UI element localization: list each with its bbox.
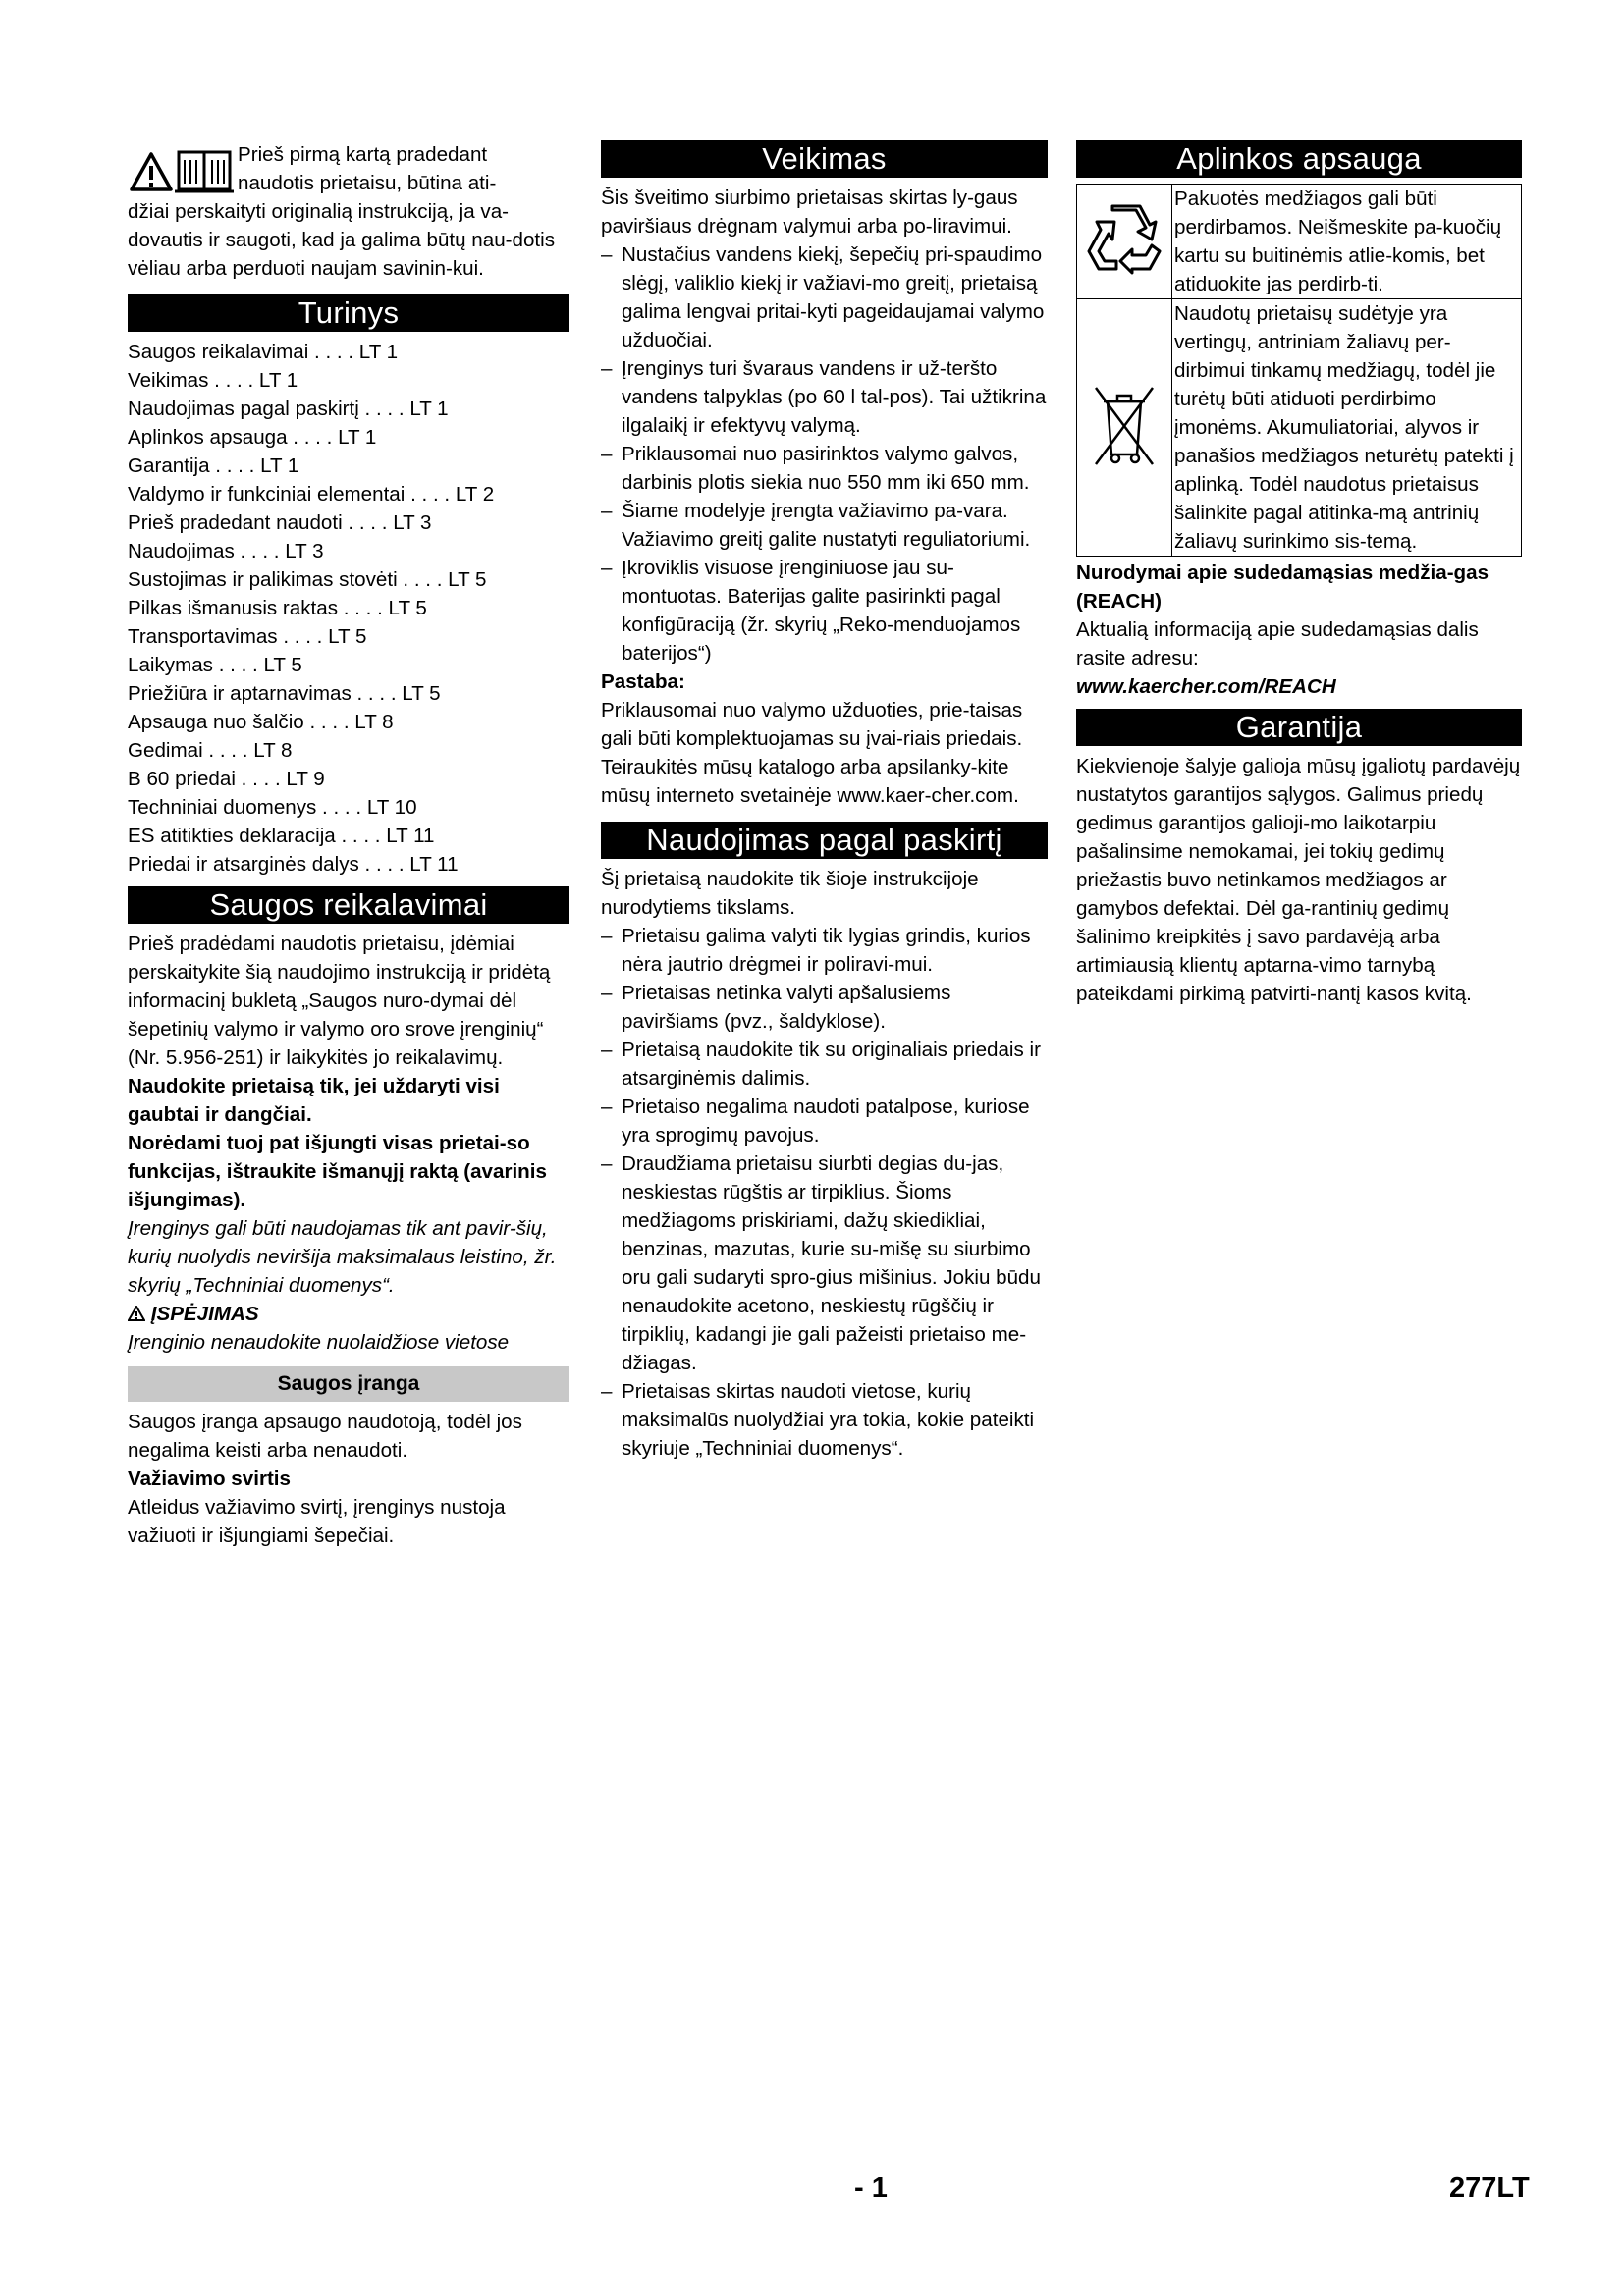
toc-entry-page: LT 1 (338, 426, 377, 449)
toc-entry[interactable] (128, 708, 569, 736)
toc-leader: . . . . (335, 825, 387, 847)
list-item: – Prietaiso negalima naudoti patalpose, kuriose yra sprogimų pavojus. (601, 1093, 1048, 1149)
toc-entry-title: Saugos reikalavimai (128, 341, 309, 363)
list-item: – Prietaisą naudokite tik su originaliais priedais ir atsarginėmis dalimis. (601, 1036, 1048, 1093)
warning-text: Įrenginio nenaudokite nuolaidžiose vietose (128, 1331, 510, 1354)
lever-text: Atleidus važiavimo svirtį, įrenginys nustoja važiuoti ir išjungiami šepečiai. (128, 1496, 506, 1547)
toc-entry[interactable] (128, 679, 569, 708)
toc-entry-page: LT 8 (354, 711, 394, 733)
intended-use-intro: Šį prietaisą naudokite tik šioje instrukcijoje nurodytiems tikslams. (601, 868, 979, 919)
toc-entry-title: Priežiūra ir aptarnavimas (128, 682, 352, 705)
toc-entry-page: LT 1 (258, 369, 298, 392)
safety-heading: Saugos reikalavimai (128, 886, 569, 924)
list-item: – Įrenginys turi švaraus vandens ir už-teršto vandens talpyklas (po 60 l tal-pos). Tai užtikrina ilgalaikį ir efektyvų valymą. (601, 354, 1048, 440)
list-item: – Šiame modelyje įrengta važiavimo pa-vara. Važiavimo greitį galite nustatyti reguliatoriumi. (601, 497, 1048, 554)
intro-notice (128, 140, 569, 283)
toc-entry-title: Gedimai (128, 739, 203, 762)
toc-entry-title: Veikimas (128, 369, 209, 392)
reach-heading: Nurodymai apie sudedamąsias medžia-gas (REACH) (1076, 561, 1489, 613)
toc-entry-page: LT 10 (366, 796, 417, 819)
toc-entry[interactable] (128, 537, 569, 565)
toc-entry-title: Valdymo ir funkciniai elementai (128, 483, 406, 506)
environment-table (1076, 184, 1522, 557)
toc-entry[interactable] (128, 622, 569, 651)
intro-second: naudotis prietaisu, būtina ati- (238, 172, 497, 194)
environment-heading: Aplinkos apsauga (1076, 140, 1522, 178)
toc-entry[interactable] (128, 765, 569, 793)
column-left (128, 140, 569, 1550)
toc-entry-title: Naudojimas (128, 540, 235, 562)
toc-entry[interactable] (128, 338, 569, 366)
toc-leader: . . . . (342, 511, 394, 534)
toc-leader: . . . . (209, 454, 261, 477)
warranty-text: Kiekvienoje šalyje galioja mūsų įgaliotų pardavėjų nustatytos garantijos sąlygos. Galimus priedų gedimus garantijos galioji-mo laikotarpiu pašalinsime nemokamai, jei tokių gedimų priežastis buvo netinkamos medžiagos ar gamybos defektai. Dėl ga-rantinių gedimų šalinimo kreipkitės į savo pardavėją arba artimiausią klientų aptarna-vimo tarnybą pateikdami pirkimą patvirti-nantį kasos kvitą. (1076, 755, 1521, 1005)
lever-heading: Važiavimo svirtis (128, 1468, 291, 1490)
toc-entry-page: LT 3 (393, 511, 432, 534)
table-row (1077, 185, 1522, 299)
toc-entry-page: LT 5 (448, 568, 487, 591)
list-item: – Prietaisas skirtas naudoti vietose, kurių maksimalūs nuolydžiai yra tokia, kokie pateikti skyriuje „Techniniai duomenys“. (601, 1377, 1048, 1463)
toc-entry-title: Laikymas (128, 654, 213, 676)
toc-entry[interactable] (128, 395, 569, 423)
toc-leader: . . . . (338, 597, 389, 619)
toc-entry-page: LT 1 (409, 398, 449, 420)
toc-entry-page: LT 1 (358, 341, 399, 363)
list-item: – Prietaisas netinka valyti apšalusiems paviršiams (pvz., šaldyklose). (601, 979, 1048, 1036)
toc-entry[interactable] (128, 480, 569, 508)
toc-leader: . . . . (235, 768, 287, 790)
toc-entry-title: Pilkas išmanusis raktas (128, 597, 339, 619)
crossed-bin-icon (1077, 299, 1172, 557)
intro-first: Prieš pirmą kartą pradedant (238, 143, 488, 166)
operation-heading: Veikimas (601, 140, 1048, 178)
toc-leader: . . . . (202, 739, 254, 762)
warning-label-text: ĮSPĖJIMAS (150, 1303, 259, 1325)
toc-leader: . . . . (351, 682, 403, 705)
table-row (1077, 299, 1522, 557)
toc-entry[interactable] (128, 736, 569, 765)
toc-leader: . . . . (277, 625, 329, 648)
packaging-text: Pakuotės medžiagos gali būti perdirbamos. Neišmeskite pa-kuočių kartu su buitinėmis atlie-komis, bet atiduokite jas perdirb-ti. (1172, 185, 1522, 299)
toc-entry-title: Apsauga nuo šalčio (128, 711, 304, 733)
toc-leader: . . . . (358, 853, 410, 876)
toc-leader: . . . . (303, 711, 355, 733)
toc-entry[interactable] (128, 594, 569, 622)
intended-use-heading: Naudojimas pagal paskirtį (601, 822, 1048, 859)
safety-bold-key: Norėdami tuoj pat išjungti visas prietai-so funkcijas, ištraukite išmanųjį raktą (avarinis išjungimas). (128, 1132, 547, 1211)
toc-entry[interactable] (128, 850, 569, 879)
list-item: – Draudžiama prietaisu siurbti degias du-jas, neskiestas rūgštis ar tirpiklius. Šioms medžiagoms priskiriami, dažų skiedikliai, benzinas, mazutas, kurie su-mišę su siurbimo oru gali sudaryti spro-gius mišinius. Jokiu būdu nenaudokite acetono, neskiestų rūgščių ir tirpiklių, kadangi jie gali pažeisti prietaiso me-džiagas. (601, 1149, 1048, 1377)
toc-entry[interactable] (128, 452, 569, 480)
intro-rest: džiai perskaityti originalią instrukciją, ja va-dovautis ir saugoti, kad ja galima būtų nau-dotis vėliau arba perduoti naujam savinin-kui. (128, 200, 556, 280)
safety-bold-covers: Naudokite prietaisą tik, jei uždaryti visi gaubtai ir dangčiai. (128, 1075, 500, 1126)
safety-slope-note: Įrenginys gali būti naudojamas tik ant pavir-šių, kurių nuolydis neviršija maksimalaus leistino, žr. skyrių „Techniniai duomenys“. (128, 1217, 557, 1297)
toc-entry-page: LT 2 (455, 483, 495, 506)
toc-leader: . . . . (405, 483, 456, 506)
safety-intro: Prieš pradėdami naudotis prietaisu, įdėmiai perskaitykite šią naudojimo instrukciją ir pridėtą informacinį bukletą „Saugos nuro-dymai dėl šepetinių valymo ir valymo oro srove įrenginių“ (Nr. 5.956-251) ir laikykitės jo reikalavimų. (128, 933, 551, 1069)
toc-leader: . . . . (234, 540, 286, 562)
toc-entry-title: Prieš pradedant naudoti (128, 511, 343, 534)
toc-entry-title: Priedai ir atsarginės dalys (128, 853, 359, 876)
column-middle (601, 140, 1048, 1463)
warning-manual-icon (128, 140, 234, 195)
toc-entry-page: LT 5 (263, 654, 302, 676)
toc-entry[interactable] (128, 423, 569, 452)
toc-entry[interactable] (128, 793, 569, 822)
recycle-icon (1077, 185, 1172, 299)
toc-entry[interactable] (128, 822, 569, 850)
warning-label (128, 1300, 569, 1328)
toc-entry[interactable] (128, 651, 569, 679)
toc-entry[interactable] (128, 508, 569, 537)
toc-entry-page: LT 8 (253, 739, 293, 762)
toc-entry-title: Garantija (128, 454, 210, 477)
toc-entry-page: LT 1 (260, 454, 299, 477)
toc-entry-title: Naudojimas pagal paskirtį (128, 398, 359, 420)
page-number: - 1 (854, 2172, 888, 2204)
table-of-contents (128, 338, 569, 879)
operation-list (601, 240, 1048, 667)
note-text: Priklausomai nuo valymo užduoties, prie-taisas gali būti komplektuojamas su įvai-riais priedais. (601, 699, 1023, 750)
intended-use-list (601, 922, 1048, 1463)
toc-leader: . . . . (308, 341, 359, 363)
warning-triangle-icon (128, 1303, 151, 1325)
note-label: Pastaba: (601, 670, 685, 693)
toc-heading: Turinys (128, 294, 569, 332)
reach-text: Aktualią informaciją apie sudedamąsias dalis rasite adresu: (1076, 618, 1479, 669)
list-item: – Įkroviklis visuose įrenginiuose jau su-montuotas. Baterijas galite pasirinkti pagal konfigūraciją (žr. skyrių „Reko-menduojamos baterijos“) (601, 554, 1048, 667)
toc-entry-page: LT 5 (402, 682, 441, 705)
toc-leader: . . . . (397, 568, 449, 591)
column-right (1076, 140, 1522, 1008)
operation-intro: Šis šveitimo siurbimo prietaisas skirtas ly-gaus paviršiaus drėgnam valymui arba po-liravimui. (601, 187, 1018, 238)
list-item: – Priklausomai nuo pasirinktos valymo galvos, darbinis plotis siekia nuo 550 mm iki 650 mm. (601, 440, 1048, 497)
note-website: Teiraukitės mūsų katalogo arba apsilanky-kite mūsų interneto svetainėje www.kaer-cher.com. (601, 756, 1019, 807)
toc-entry-page: LT 5 (388, 597, 427, 619)
toc-entry-title: B 60 priedai (128, 768, 236, 790)
toc-entry-page: LT 3 (285, 540, 324, 562)
toc-leader: . . . . (287, 426, 339, 449)
toc-entry-page: LT 5 (328, 625, 367, 648)
toc-leader: . . . . (208, 369, 259, 392)
warranty-heading: Garantija (1076, 709, 1522, 746)
equipment-heading: Saugos įranga (128, 1366, 569, 1402)
toc-entry-page: LT 11 (386, 825, 435, 847)
toc-entry-title: Sustojimas ir palikimas stovėti (128, 568, 398, 591)
toc-entry[interactable] (128, 565, 569, 594)
toc-entry-page: LT 11 (409, 853, 459, 876)
list-item: – Prietaisu galima valyti tik lygias grindis, kurios nėra jautrio drėgmei ir poliravi-mui. (601, 922, 1048, 979)
toc-entry-title: Techniniai duomenys (128, 796, 317, 819)
toc-leader: . . . . (316, 796, 367, 819)
toc-entry-page: LT 9 (286, 768, 325, 790)
toc-entry-title: Aplinkos apsauga (128, 426, 288, 449)
toc-entry[interactable] (128, 366, 569, 395)
toc-entry-title: Transportavimas (128, 625, 278, 648)
toc-entry-title: ES atitikties deklaracija (128, 825, 336, 847)
list-item: – Nustačius vandens kiekį, šepečių pri-spaudimo slėgį, valiklio kiekį ir važiavi-mo greitį, prietaisą galima lengvai pritai-kyti pageidaujamai valymo užduočiai. (601, 240, 1048, 354)
reach-link[interactable]: www.kaercher.com/REACH (1076, 675, 1336, 698)
equipment-text: Saugos įranga apsaugo naudotoją, todėl jos negalima keisti arba nenaudoti. (128, 1411, 522, 1462)
toc-leader: . . . . (358, 398, 410, 420)
toc-leader: . . . . (212, 654, 264, 676)
document-code: 277LT (1449, 2172, 1530, 2204)
old-devices-text: Naudotų prietaisų sudėtyje yra vertingų, antriniam žaliavų per-dirbimui tinkamų medžiagų, todėl jie turėtų būti atiduoti perdirbimo įmonėms. Akumuliatoriai, alyvos ir panašios medžiagos neturėtų patekti į aplinką. Todėl naudotus prietaisus šalinkite pagal atitinka-mą antrinių žaliavų surinkimo sis-temą. (1172, 299, 1522, 557)
